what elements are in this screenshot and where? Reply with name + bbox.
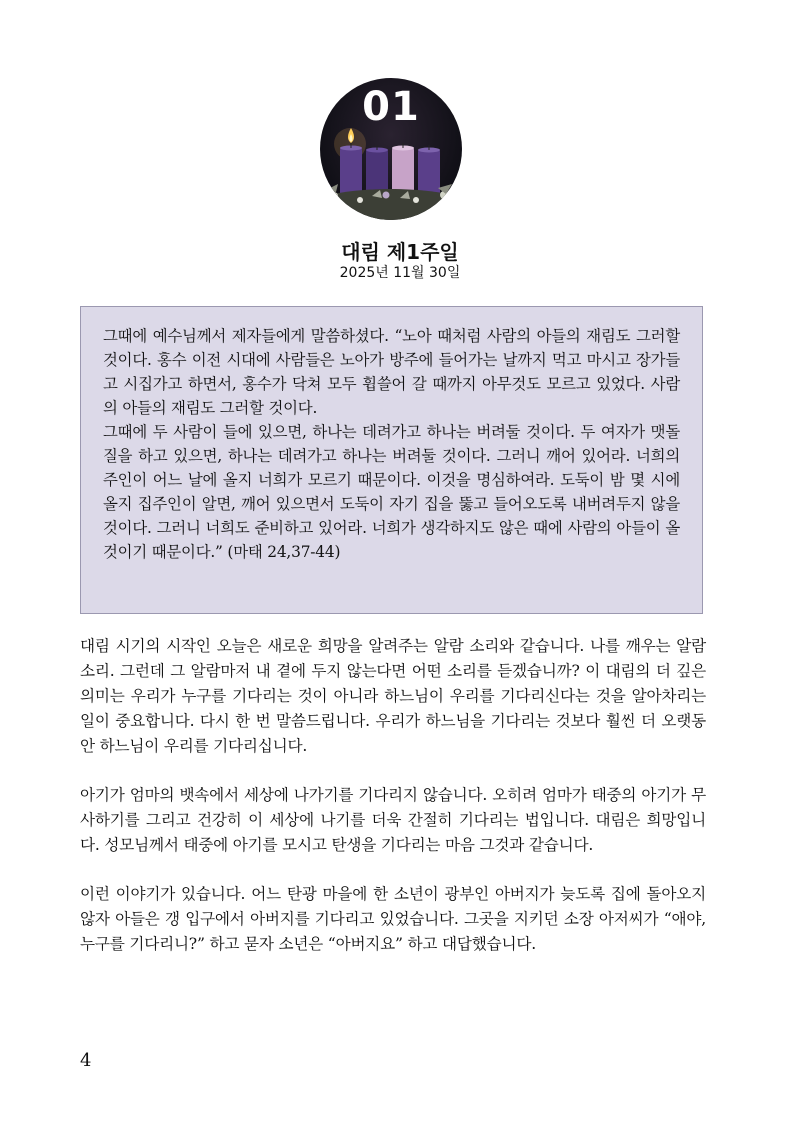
body-paragraph: 아기가 엄마의 뱃속에서 세상에 나가기를 기다리지 않습니다. 오히려 엄마가 태중의 아기가 무사하기를 그리고 건강히 이 세상에 나기를 더욱 간절히 기다리는 법입니다. 대림은 희망입니다. 성모님께서 태중에 아기를 모시고 탄생을 기다리는 마음 그것과 같습니다. (80, 786, 706, 854)
page-title: 대림 제1주일 (341, 240, 459, 264)
advent-emblem (320, 78, 462, 220)
body-paragraph: 이런 이야기가 있습니다. 어느 탄광 마을에 한 소년이 광부인 아버지가 늦도록 집에 돌아오지 않자 아들은 갱 입구에서 아버지를 기다리고 있었습니다. 그곳을 지키던 소장 아저씨가 “애야, 누구를 기다리니?” 하고 묻자 소년은 “아버지요” 하고 대답했습니다. (80, 885, 706, 953)
scripture-box (80, 306, 703, 614)
scripture-paragraph: 그때에 예수님께서 제자들에게 말씀하셨다. “노아 때처럼 사람의 아들의 재림도 그러할 것이다. 홍수 이전 시대에 사람들은 노아가 방주에 들어가는 날까지 먹고 마시고 장가들고 시집가고 하면서, 홍수가 닥쳐 모두 휩쓸어 갈 때까지 아무것도 모르고 있었다. 사람의 아들의 재림도 그러할 것이다. (103, 327, 680, 417)
body-paragraph: 대림 시기의 시작인 오늘은 새로운 희망을 알려주는 알람 소리와 같습니다. 나를 깨우는 알람 소리. 그런데 그 알람마저 내 곁에 두지 않는다면 어떤 소리를 듣겠습니까? 이 대림의 더 깊은 의미는 우리가 누구를 기다리는 것이 아니라 하느님이 우리를 기다리신다는 것을 알아차리는 일이 중요합니다. 다시 한 번 말씀드립니다. 우리가 하느님을 기다리는 것보다 훨씬 더 오랫동안 하느님이 우리를 기다리십니다. (80, 637, 706, 755)
week-number: 01 (362, 84, 420, 130)
scripture-paragraph: 그때에 두 사람이 들에 있으면, 하나는 데려가고 하나는 버려둘 것이다. 두 여자가 맷돌질을 하고 있으면, 하나는 데려가고 하나는 버려둘 것이다. 그러니 깨어 있어라. 너희의 주인이 어느 날에 올지 너희가 모르기 때문이다. 이것을 명심하여라. 도둑이 밤 몇 시에 올지 집주인이 알면, 깨어 있으면서 도둑이 자기 집을 뚫고 들어오도록 내버려두지 않을 것이다. 그러니 너희도 준비하고 있어라. 너희가 생각하지도 않은 때에 사람의 아들이 올 것이기 때문이다.” (마태 24,37-44) (103, 423, 680, 561)
page-number: 4 (80, 1050, 92, 1071)
page-date: 2025년 11월 30일 (339, 265, 461, 281)
reflection-body (80, 634, 706, 981)
